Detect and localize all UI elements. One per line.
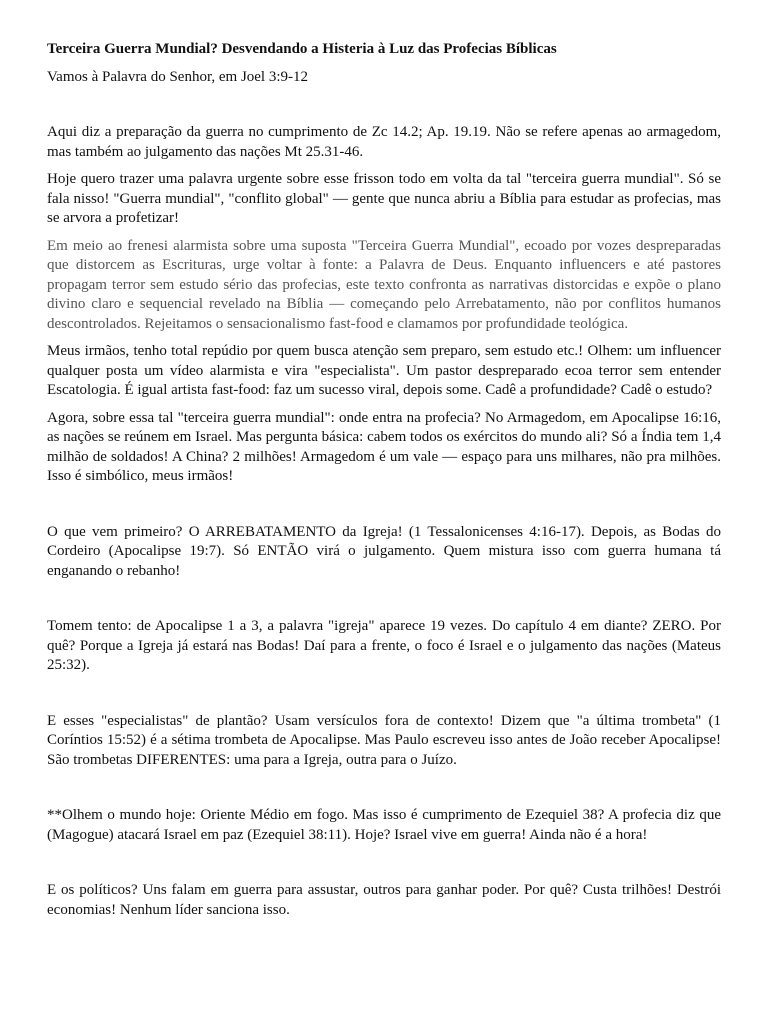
paragraph-6: O que vem primeiro? O ARREBATAMENTO da Igreja! (1 Tessalonicenses 4:16-17). Depois, as Bodas do Cordeiro (Apocalipse 19:7). Só ENTÃO virá o julgamento. Quem mistura isso com guerra humana tá enganando o rebanho! [47,523,721,579]
paragraph-2: Hoje quero trazer uma palavra urgente sobre esse frisson todo em volta da tal "terceira guerra mundial". Só se fala nisso! "Guerra mundial", "conflito global" — gente que nunca abriu a Bíblia para estudar as profecias, mas se arvora a profetizar! [47,171,721,226]
paragraph-9: **Olhem o mundo hoje: Oriente Médio em fogo. Mas isso é cumprimento de Ezequiel 38? A profecia diz que (Magogue) atacará Israel em paz (Ezequiel 38:11). Hoje? Israel vive em guerra! Ainda não é a hora! [47,807,721,843]
paragraph-8: E esses "especialistas" de plantão? Usam versículos fora de contexto! Dizem que "a última trombeta" (1 Coríntios 15:52) é a sétima trombeta de Apocalipse. Mas Paulo escreveu isso antes de João receber Apocalipse! São trombetas DIFERENTES: uma para a Igreja, outra para o Juízo. [47,712,721,768]
paragraph-3-abstract: Em meio ao frenesi alarmista sobre uma suposta "Terceira Guerra Mundial", ecoado por vozes despreparadas que distorcem as Escrituras, urge voltar à fonte: a Palavra de Deus. Enquanto influencers e até pastores propagam terror sem estudo sério das profecias, este texto confronta as narrativas distorcidas e expõe o plano divino claro e sequencial revelado na Bíblia — começando pelo Arrebatamento, não por conflitos humanos descontrolados. Rejeitamos o sensacionalismo fast-food e clamamos por profundidade teológica. [47,237,721,332]
intro-line: Vamos à Palavra do Senhor, em Joel 3:9-12 [47,68,309,85]
paragraph-1: Aqui diz a preparação da guerra no cumprimento de Zc 14.2; Ap. 19.19. Não se refere apenas ao armagedom, mas também ao julgamento das nações Mt 25.31-46. [47,124,721,160]
paragraph-4: Meus irmãos, tenho total repúdio por quem busca atenção sem preparo, sem estudo etc.! Olhem: um influencer qualquer posta um vídeo alarmista e vira "especialista". Um pastor despreparado ecoa terror sem entender Escatologia. É igual artista fast-food: faz um sucesso viral, depois some. Cadê a profundidade? Cadê o estudo? [47,343,721,398]
document-page [47,40,721,928]
paragraph-10: E os políticos? Uns falam em guerra para assustar, outros para ganhar poder. Por quê? Custa trilhões! Destrói economias! Nenhum líder sanciona isso. [47,882,721,918]
document-title: Terceira Guerra Mundial? Desvendando a Histeria à Luz das Profecias Bíblicas [47,41,557,57]
paragraph-7: Tomem tento: de Apocalipse 1 a 3, a palavra "igreja" aparece 19 vezes. Do capítulo 4 em diante? ZERO. Por quê? Porque a Igreja já estará nas Bodas! Daí para a frente, o foco é Israel e o julgamento das nações (Mateus 25:32). [47,618,721,673]
paragraph-5: Agora, sobre essa tal "terceira guerra mundial": onde entra na profecia? No Armagedom, em Apocalipse 16:16, as nações se reúnem em Israel. Mas pergunta básica: cabem todos os exércitos do mundo ali? Só a Índia tem 1,4 milhão de soldados! A China? 2 milhões! Armagedom é um vale — espaço para uns milhares, não pra milhões. Isso é simbólico, meus irmãos! [47,409,721,484]
